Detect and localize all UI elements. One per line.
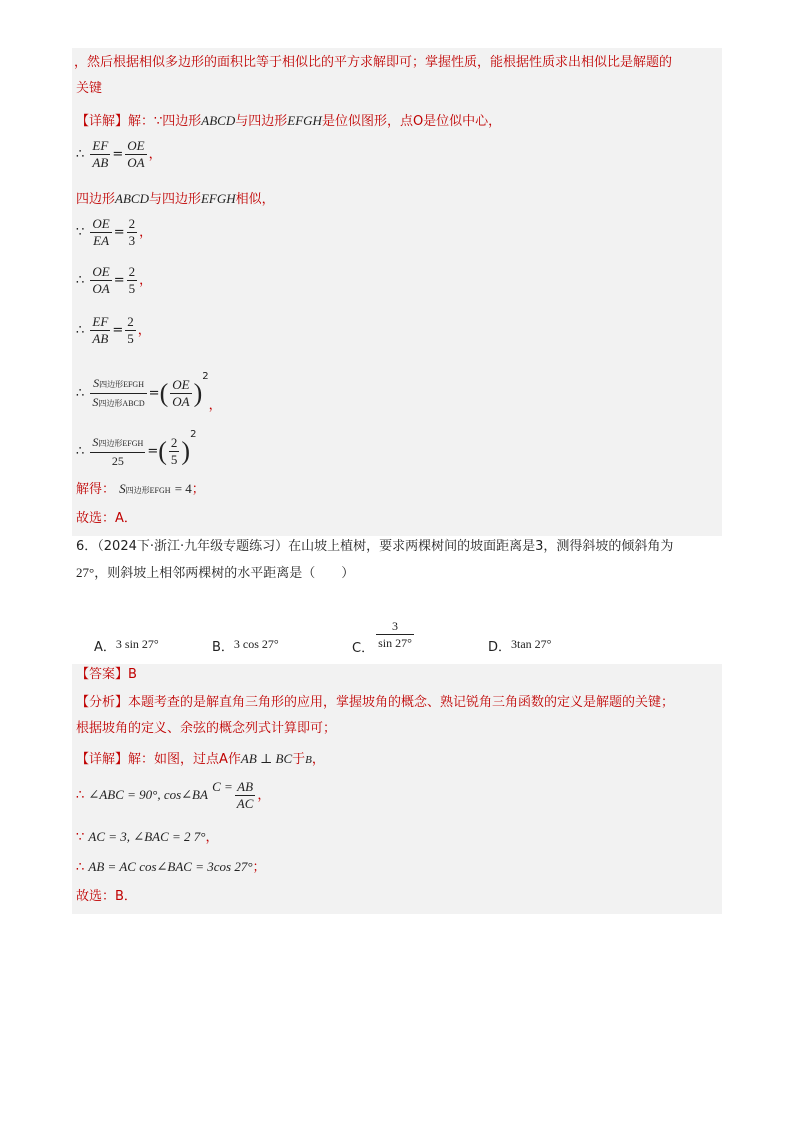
therefore-symbol: ∴ [76, 444, 85, 459]
text: 与四边形 [148, 192, 201, 207]
subscript: 四边形EFGH [125, 486, 171, 495]
analysis-line-2: 根据坡角的定义、余弦的概念列式计算即可； [76, 721, 337, 736]
right-paren: ) [181, 436, 191, 466]
question-6-line-2 [76, 564, 354, 583]
because-symbol: ∵ [76, 225, 85, 240]
frac-den: OA [127, 155, 145, 170]
option-c[interactable] [352, 618, 416, 656]
question-text: ，则斜坡上相邻两棵树的水平距离是（ ） [94, 566, 355, 581]
semicolon: ； [252, 860, 266, 875]
frac-den: OA [172, 394, 190, 409]
area-value-line [76, 426, 196, 469]
ratio-line-oe-oa [76, 264, 152, 297]
comma: ， [208, 398, 222, 413]
frac-den: OA [92, 281, 110, 296]
frac-den: EA [93, 233, 110, 248]
frac-num: AB [235, 779, 256, 796]
subscript: 四边形EFGH [98, 439, 144, 448]
comma: ， [137, 323, 151, 338]
detail-text: 于 [292, 752, 306, 767]
frac-den: 5 [170, 452, 178, 467]
exponent: 2 [190, 429, 197, 440]
intro-line-1: ，然后根据相似多边形的面积比等于相似比的平方求解即可；掌握性质，能根据性质求出相似比是解题的 [74, 55, 673, 70]
option-value: 3 sin 27° [115, 637, 159, 651]
equals: = [113, 225, 125, 240]
intro-line-2: 关键 [76, 81, 103, 96]
frac-num: EF [92, 138, 109, 153]
solve-label: 解得： [76, 482, 116, 497]
fraction-oe-oa [90, 264, 111, 297]
frac-den: 5 [128, 281, 136, 296]
option-a[interactable] [94, 636, 159, 655]
option-value: 3 cos 27° [233, 637, 279, 651]
frac-num [90, 434, 145, 453]
perpendicular-expr: AB ⊥ BC [240, 751, 293, 766]
fraction-ef-ab [90, 138, 110, 171]
frac-num: 2 [127, 314, 134, 329]
option-b[interactable] [212, 636, 279, 655]
angle-expr-c: C = [212, 779, 233, 794]
detail-text: 解：如图，过点A作 [128, 752, 241, 767]
choose-a-line: 故选：A． [76, 511, 137, 526]
comma: ， [139, 273, 153, 288]
right-paren: ) [193, 378, 203, 408]
quad-efgh: EFGH [287, 113, 322, 128]
frac-num: 2 [170, 435, 178, 450]
text: 四边形 [76, 192, 116, 207]
therefore-symbol: ∴ [76, 147, 85, 162]
frac-den: AC [236, 796, 254, 811]
option-d[interactable] [488, 636, 551, 655]
comma: ， [311, 752, 325, 767]
area-s: S [93, 376, 100, 390]
frac-num: 2 [128, 264, 136, 279]
point-b: B [305, 754, 312, 766]
angle-expr: ∠ABC = 90°, cos∠BA [88, 787, 208, 802]
analysis-line-1 [76, 694, 674, 712]
comma: ， [205, 830, 219, 845]
semicolon: ； [191, 482, 205, 497]
equals: = [112, 147, 124, 162]
fraction-oe-oa [170, 377, 191, 410]
given-line [76, 828, 219, 847]
fraction-oe-oa [125, 138, 146, 171]
fraction-area-25 [90, 434, 145, 469]
frac-den: sin 27° [378, 636, 412, 650]
therefore-symbol: ∴ [76, 788, 85, 803]
frac-den [90, 394, 146, 412]
area-ratio-line [76, 368, 222, 415]
quad-efgh: EFGH [200, 191, 236, 206]
answer-line: 【答案】B [76, 667, 137, 682]
area-value: = 4 [174, 481, 192, 496]
frac-num: OE [92, 216, 110, 231]
frac-den: 3 [128, 233, 136, 248]
ratio-line-ef-ab [76, 314, 151, 347]
frac-den: AB [92, 155, 109, 170]
fraction-ab-ac [235, 779, 256, 812]
frac-den: 25 [111, 454, 124, 468]
ratio-line-oe-ea [76, 216, 152, 249]
given-expr: AC = 3, ∠BAC = 2 7° [88, 829, 206, 844]
therefore-symbol: ∴ [76, 860, 85, 875]
choose-b-line: 故选：B． [76, 889, 137, 904]
solve-line [76, 480, 205, 500]
text: 相似， [235, 192, 275, 207]
left-paren: ( [159, 378, 169, 408]
therefore-symbol: ∴ [76, 386, 85, 401]
option-value: 3tan 27° [511, 637, 552, 651]
left-paren: ( [158, 436, 167, 466]
therefore-symbol: ∴ [76, 273, 85, 288]
option-label: C． [352, 641, 375, 656]
result-line [76, 858, 266, 877]
fraction-area-ratio [90, 375, 146, 412]
detail-tag: 【详解】 [76, 752, 129, 767]
subscript: 四边形ABCD [98, 399, 145, 408]
equals: = [112, 323, 124, 338]
subscript: 四边形EFGH [99, 380, 144, 389]
frac-num: OE [172, 377, 190, 392]
similar-line [76, 190, 275, 209]
detail-tag: 【详解】 [76, 114, 129, 129]
frac-num: OE [92, 264, 110, 279]
comma: ， [139, 225, 153, 240]
frac-num [90, 375, 146, 394]
exponent: 2 [202, 371, 209, 382]
option-label: D． [488, 640, 512, 655]
fraction-2-3 [127, 216, 138, 249]
detail-text-c: 是位似图形，点O是位似中心， [321, 114, 502, 129]
question-6-line-1: 6．（2024下·浙江·九年级专题练习）在山坡上植树，要求两棵树间的坡面距离是3，测得斜坡的倾斜角为 [76, 539, 674, 554]
frac-num: 2 [128, 216, 136, 231]
equals: = [113, 273, 125, 288]
area-s: S [92, 395, 99, 409]
option-label: A． [94, 640, 116, 655]
frac-den: AB [92, 331, 109, 346]
comma: ， [148, 147, 162, 162]
because-symbol: ∵ [76, 830, 85, 845]
equals: = [148, 386, 160, 401]
analysis-text: 本题考查的是解直角三角形的应用，掌握坡角的概念、熟记锐角三角函数的定义是解题的关键； [128, 695, 675, 710]
fraction-2-5 [125, 314, 136, 347]
detail-line [76, 112, 501, 131]
quad-abcd: ABCD [201, 113, 236, 128]
detail-text-b: 与四边形 [235, 114, 288, 129]
comma: ， [257, 788, 271, 803]
fraction-oe-ea [90, 216, 111, 249]
option-label: B． [212, 640, 234, 655]
detail-text-a: 解：∵四边形 [128, 114, 202, 129]
detail-line-2 [76, 750, 325, 769]
frac-num: 3 [376, 618, 414, 635]
ratio-line-1 [76, 138, 162, 171]
quad-abcd: ABCD [115, 191, 149, 206]
option-c-fraction [376, 618, 414, 651]
equals: = [147, 444, 159, 459]
fraction-ef-ab [90, 314, 110, 347]
frac-den: 5 [127, 331, 134, 346]
fraction-2-5 [169, 435, 180, 468]
area-s: S [92, 435, 99, 449]
result-expr: AB = AC cos∠BAC = 3cos 27° [88, 859, 253, 874]
fraction-2-5 [127, 264, 138, 297]
frac-num: OE [127, 138, 145, 153]
analysis-tag: 【分析】 [76, 695, 129, 710]
therefore-symbol: ∴ [76, 323, 85, 338]
area-s: S [119, 481, 126, 496]
frac-num: EF [92, 314, 109, 329]
cos-definition-line [76, 778, 270, 812]
angle-value: 27° [76, 565, 95, 580]
